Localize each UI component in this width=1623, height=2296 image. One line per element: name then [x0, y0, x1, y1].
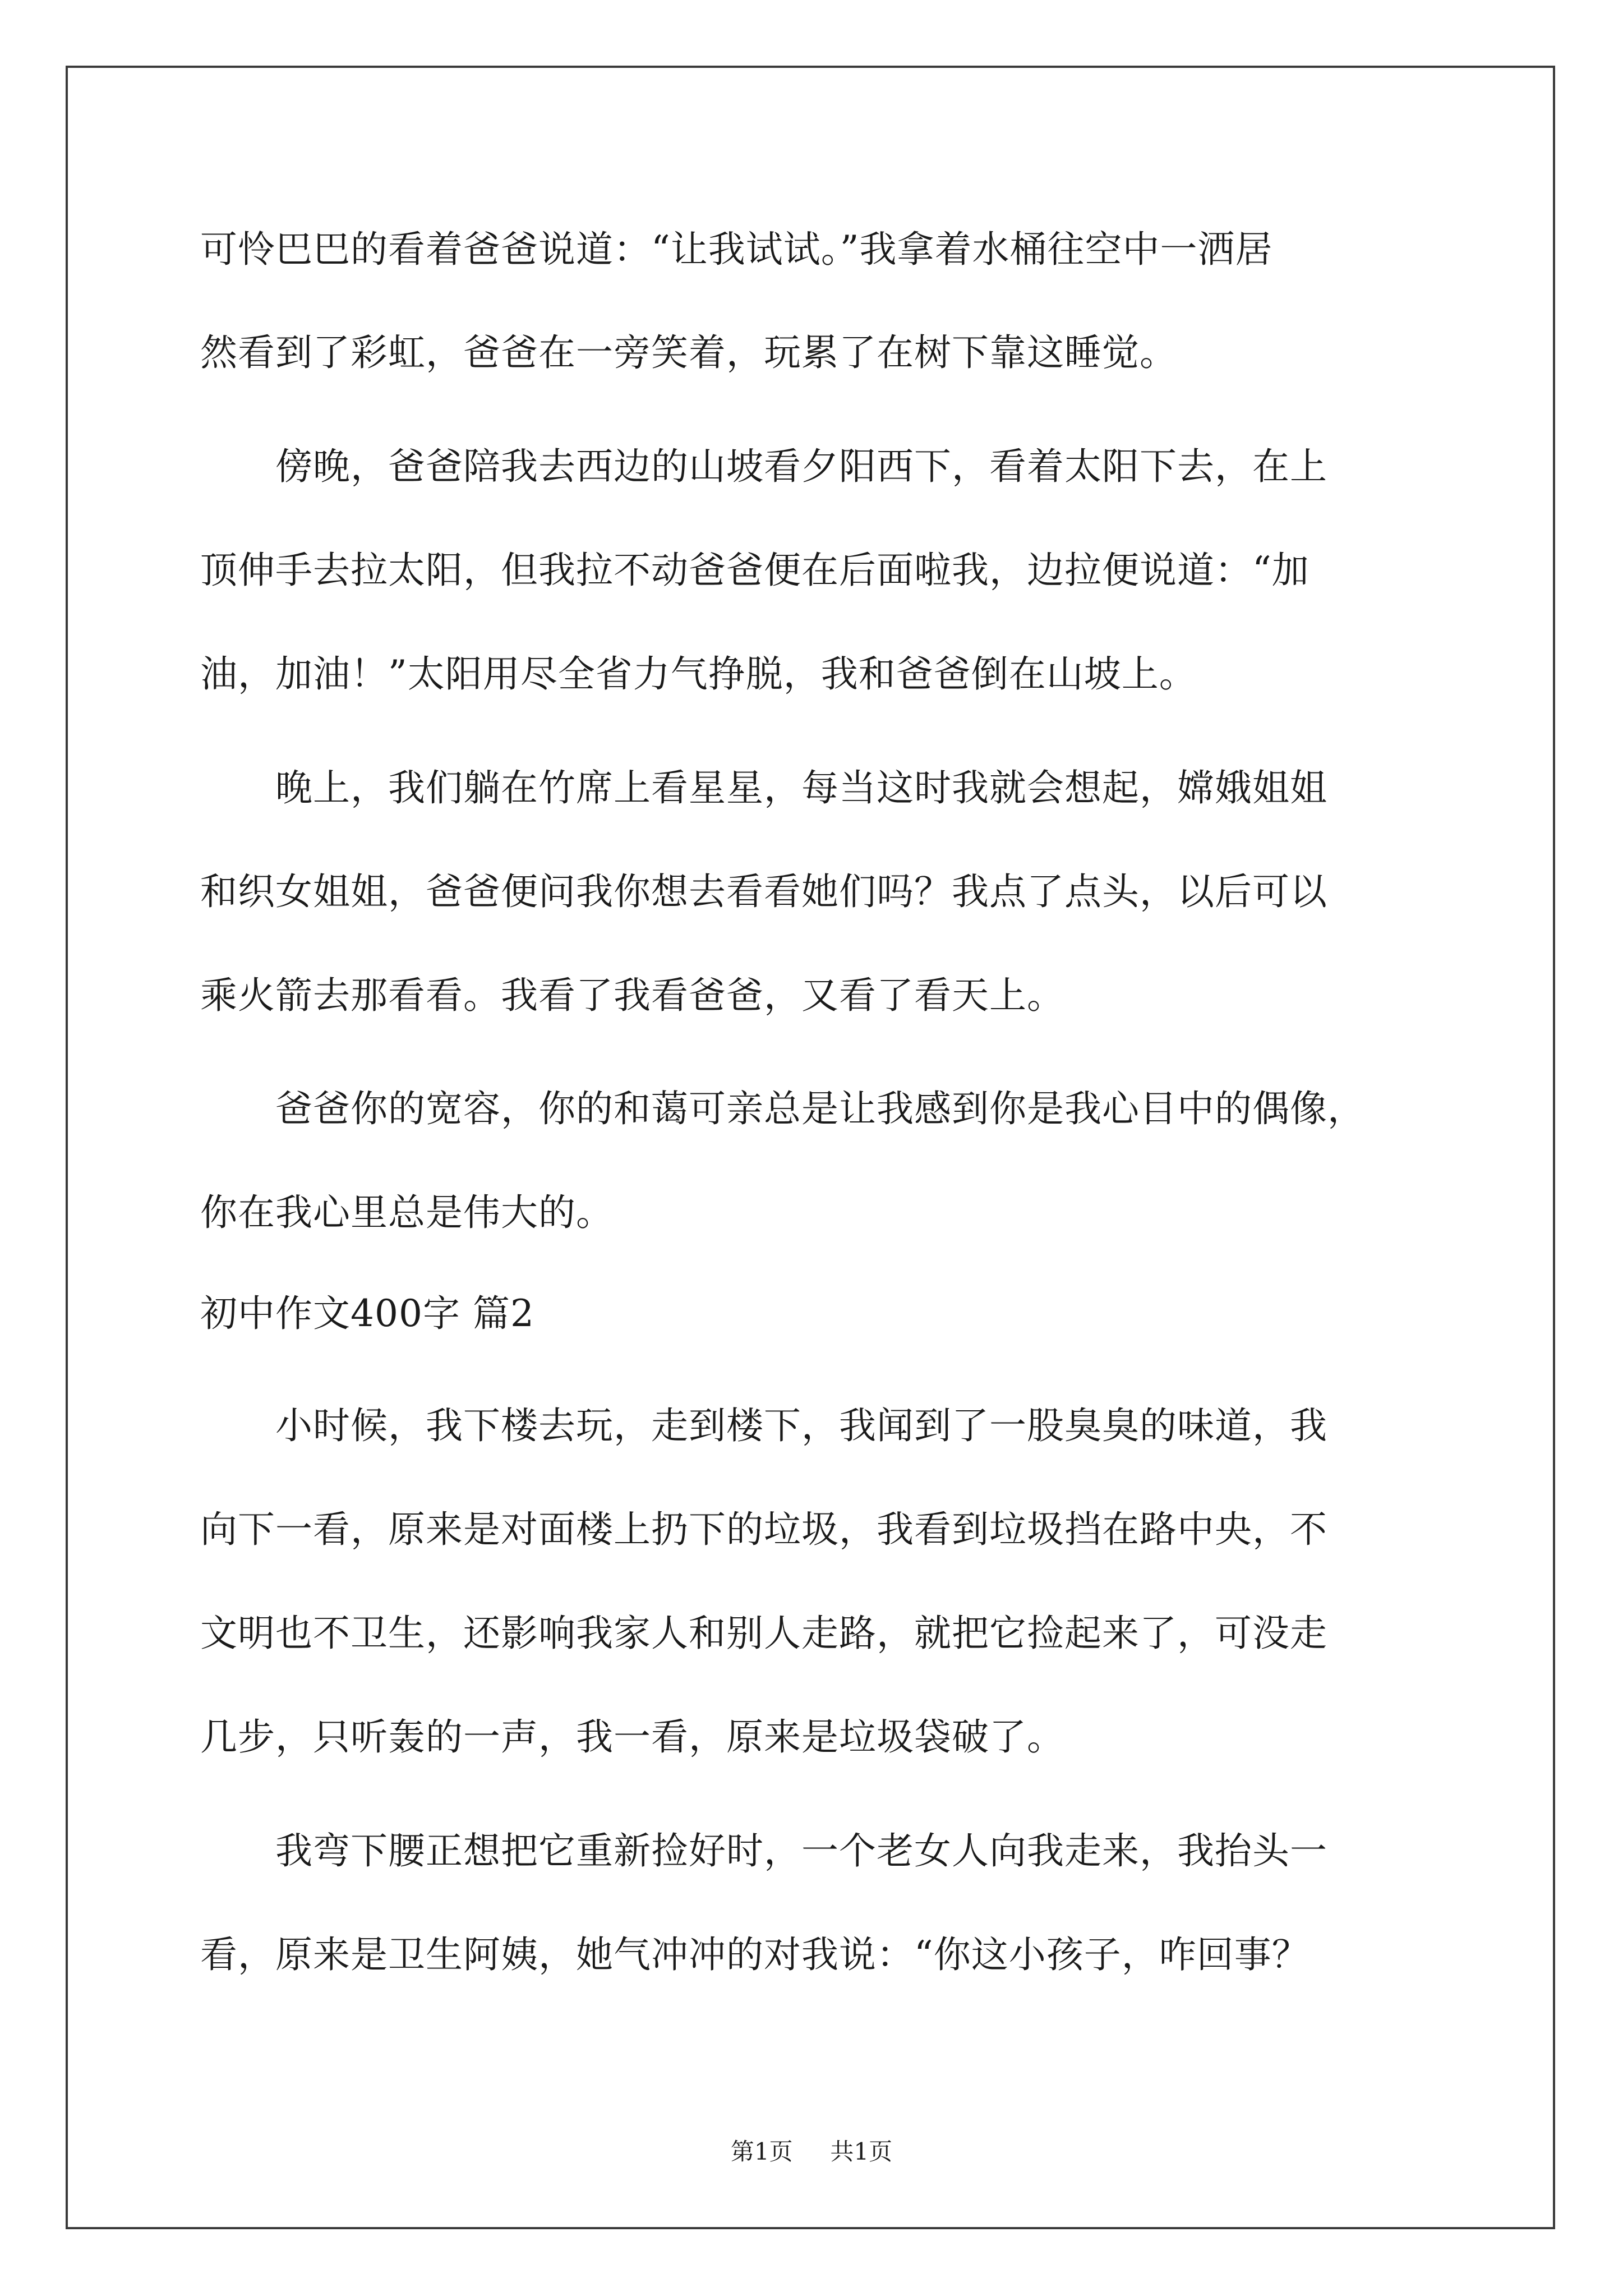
text-line: 向下一看，原来是对面楼上扔下的垃圾，我看到垃圾挡在路中央，不 — [200, 1508, 1327, 1551]
text-line: 我弯下腰正想把它重新捡好时，一个老女人向我走来，我抬头一 — [200, 1829, 1327, 1872]
text-line: 可怜巴巴的看着爸爸说道：“让我试试。”我拿着水桶往空中一洒居 — [200, 228, 1273, 271]
text-line: 文明也不卫生，还影响我家人和别人走路，就把它捡起来了，可没走 — [200, 1612, 1327, 1655]
text-line: 乘火箭去那看看。我看了我看爸爸，又看了看天上。 — [200, 974, 1064, 1017]
page-border — [66, 66, 1555, 2229]
text-line: 晚上，我们躺在竹席上看星星，每当这时我就会想起，嫦娥姐姐 — [200, 766, 1327, 809]
text-line: 傍晚，爸爸陪我去西边的山坡看夕阳西下，看着太阳下去，在上 — [200, 445, 1327, 488]
text-line: 爸爸你的宽容，你的和蔼可亲总是让我感到你是我心目中的偶像， — [200, 1087, 1365, 1130]
section-heading: 初中作文400字 篇2 — [200, 1292, 534, 1335]
page-footer — [0, 2136, 1623, 2168]
text-line: 顶伸手去拉太阳，但我拉不动爸爸便在后面啦我，边拉便说道：“加 — [200, 549, 1310, 592]
text-line: 你在我心里总是伟大的。 — [200, 1191, 614, 1234]
text-line: 小时候，我下楼去玩，走到楼下，我闻到了一股臭臭的味道，我 — [200, 1404, 1327, 1447]
text-line: 几步，只听轰的一声，我一看，原来是垃圾袋破了。 — [200, 1715, 1064, 1759]
page-total: 共1页 — [830, 2138, 893, 2165]
text-line: 油，加油！”太阳用尽全省力气挣脱，我和爸爸倒在山坡上。 — [200, 652, 1197, 696]
text-line: 和织女姐姐，爸爸便问我你想去看看她们吗？我点了点头，以后可以 — [200, 870, 1327, 913]
text-line: 然看到了彩虹，爸爸在一旁笑着，玩累了在树下靠这睡觉。 — [200, 331, 1177, 374]
text-line: 看，原来是卫生阿姨，她气冲冲的对我说：“你这小孩子，咋回事？ — [200, 1933, 1310, 1976]
page-number: 第1页 — [730, 2138, 793, 2165]
